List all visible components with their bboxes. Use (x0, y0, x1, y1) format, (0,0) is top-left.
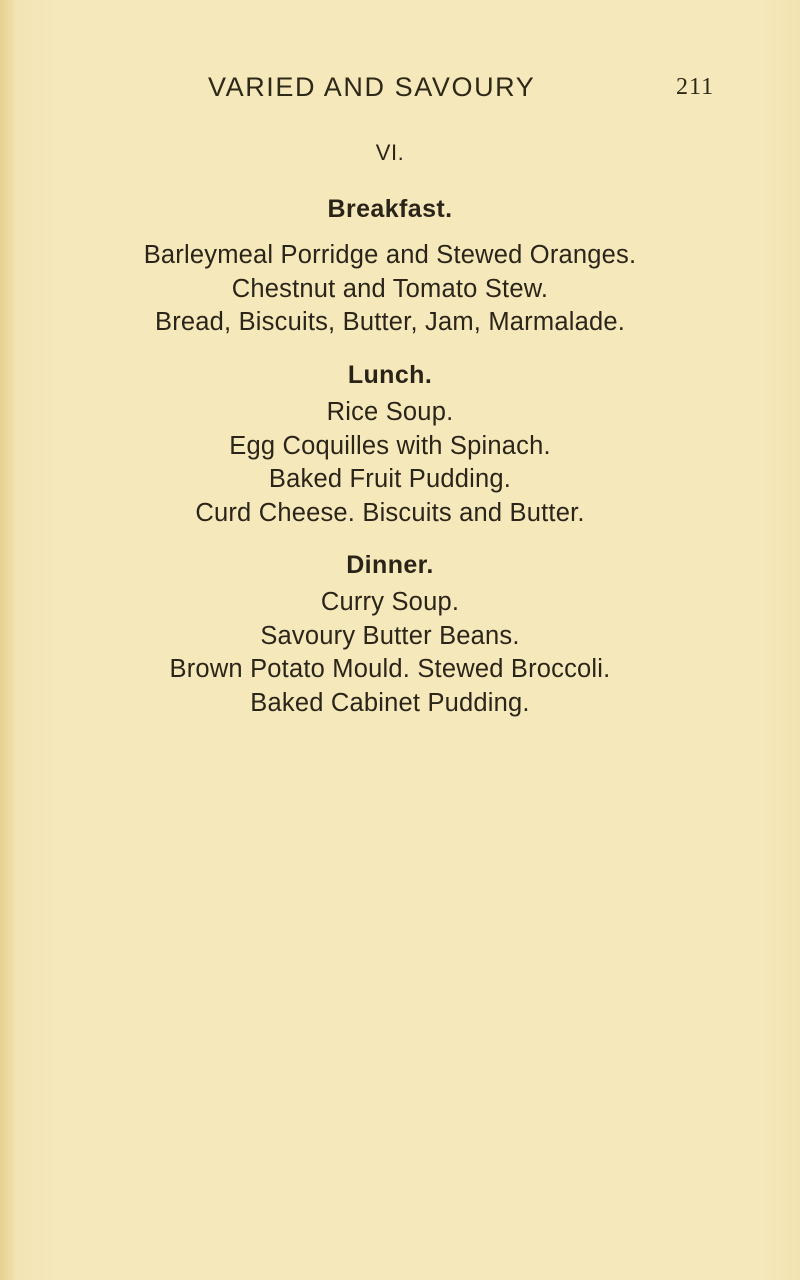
dinner-items (80, 586, 700, 720)
breakfast-items (80, 239, 700, 340)
menu-item: Baked Fruit Pudding. (268, 465, 512, 493)
menu-item: Curd Cheese. Biscuits and Butter. (195, 498, 585, 527)
breakfast-heading: Breakfast. (327, 195, 453, 223)
menu-item: Baked Cabinet Pudding. (250, 688, 530, 717)
menu-item: Curry Soup. (320, 588, 460, 616)
dinner-heading: Dinner. (346, 551, 434, 579)
menu-item: Chestnut and Tomato Stew. (231, 274, 549, 303)
page-gutter (0, 0, 14, 1280)
menu-item: Bread, Biscuits, Butter, Jam, Marmalade. (154, 308, 625, 336)
menu-number: VI. (375, 140, 405, 165)
page-number: 211 (676, 74, 715, 100)
running-head: VARIED AND SAVOURY (208, 72, 536, 102)
menu-item: Rice Soup. (326, 398, 454, 426)
lunch-items (80, 396, 700, 530)
menu-item: Barleymeal Porridge and Stewed Oranges. (143, 241, 637, 269)
menu-item: Egg Coquilles with Spinach. (229, 431, 551, 460)
menu-item: Brown Potato Mould. Stewed Broccoli. (169, 655, 611, 683)
menu-item: Savoury Butter Beans. (260, 621, 520, 650)
lunch-heading: Lunch. (347, 361, 433, 389)
